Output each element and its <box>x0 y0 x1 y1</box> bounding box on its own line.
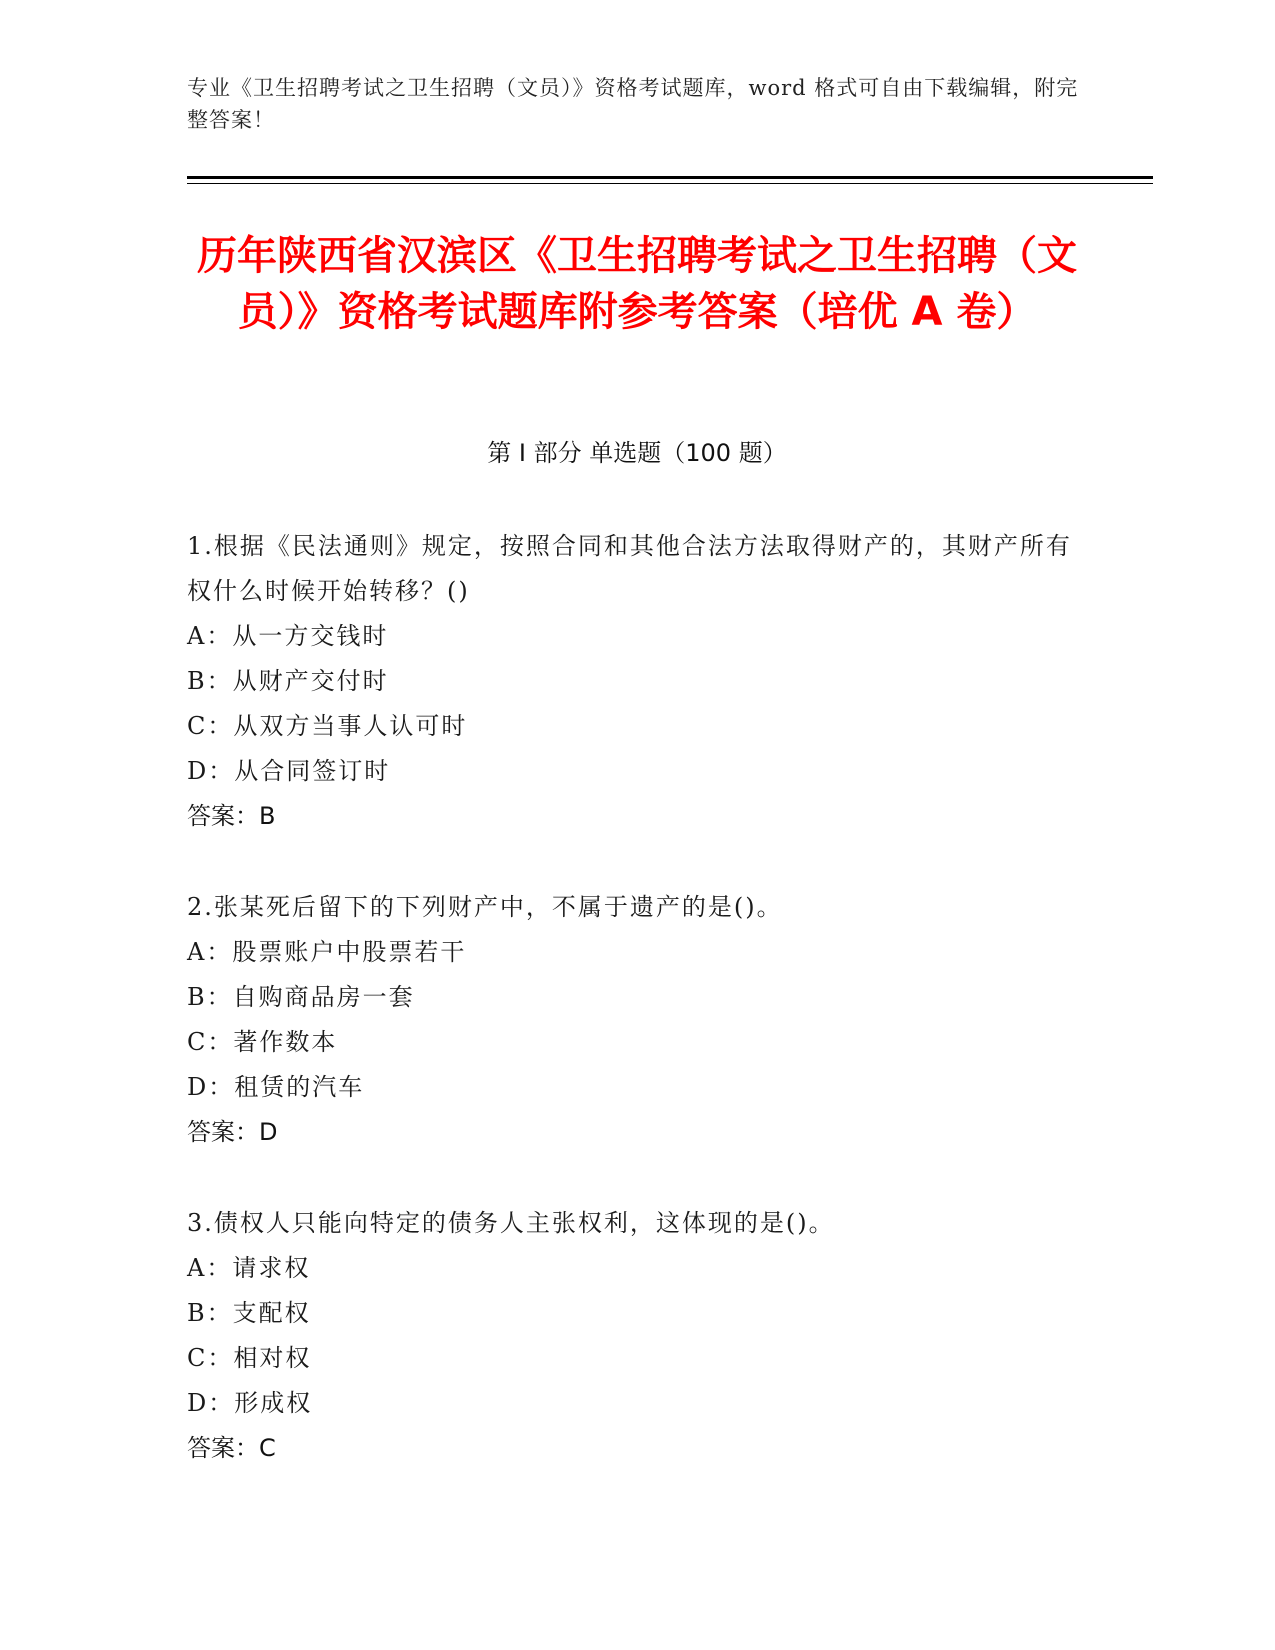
question-list <box>187 524 1087 1517</box>
option-c: C：相对权 <box>187 1344 312 1372</box>
option-d: D：形成权 <box>187 1389 313 1417</box>
option-d: D：租赁的汽车 <box>187 1073 365 1101</box>
option-a: A：请求权 <box>187 1254 311 1282</box>
answer: 答案：C <box>187 1434 276 1462</box>
document-title: 历年陕西省汉滨区《卫生招聘考试之卫生招聘（文员）》资格考试题库附参考答案（培优 A 卷） <box>197 233 1077 335</box>
question-stem: 3.债权人只能向特定的债务人主张权利，这体现的是()。 <box>187 1209 835 1237</box>
question-stem: 1.根据《民法通则》规定，按照合同和其他合法方法取得财产的，其财产所有权什么时候开始转移？() <box>187 532 1072 605</box>
question-3 <box>187 1201 1087 1471</box>
question-stem: 2.张某死后留下的下列财产中，不属于遗产的是()。 <box>187 893 783 921</box>
option-c: C：著作数本 <box>187 1028 338 1056</box>
option-b: B：支配权 <box>187 1299 311 1327</box>
option-b: B：从财产交付时 <box>187 667 389 695</box>
question-2 <box>187 885 1087 1155</box>
section-title: 第 I 部分 单选题（100 题） <box>487 439 787 467</box>
question-1 <box>187 524 1087 839</box>
header-note: 专业《卫生招聘考试之卫生招聘（文员）》资格考试题库，word 格式可自由下载编辑，附完整答案！ <box>187 76 1079 132</box>
header-divider-thick <box>187 176 1153 179</box>
option-a: A：从一方交钱时 <box>187 622 389 650</box>
option-c: C：从双方当事人认可时 <box>187 712 468 740</box>
header-divider-thin <box>187 183 1153 184</box>
option-b: B：自购商品房一套 <box>187 983 415 1011</box>
option-a: A：股票账户中股票若干 <box>187 938 467 966</box>
answer: 答案：B <box>187 802 276 830</box>
answer: 答案：D <box>187 1118 278 1146</box>
option-d: D：从合同签订时 <box>187 757 391 785</box>
